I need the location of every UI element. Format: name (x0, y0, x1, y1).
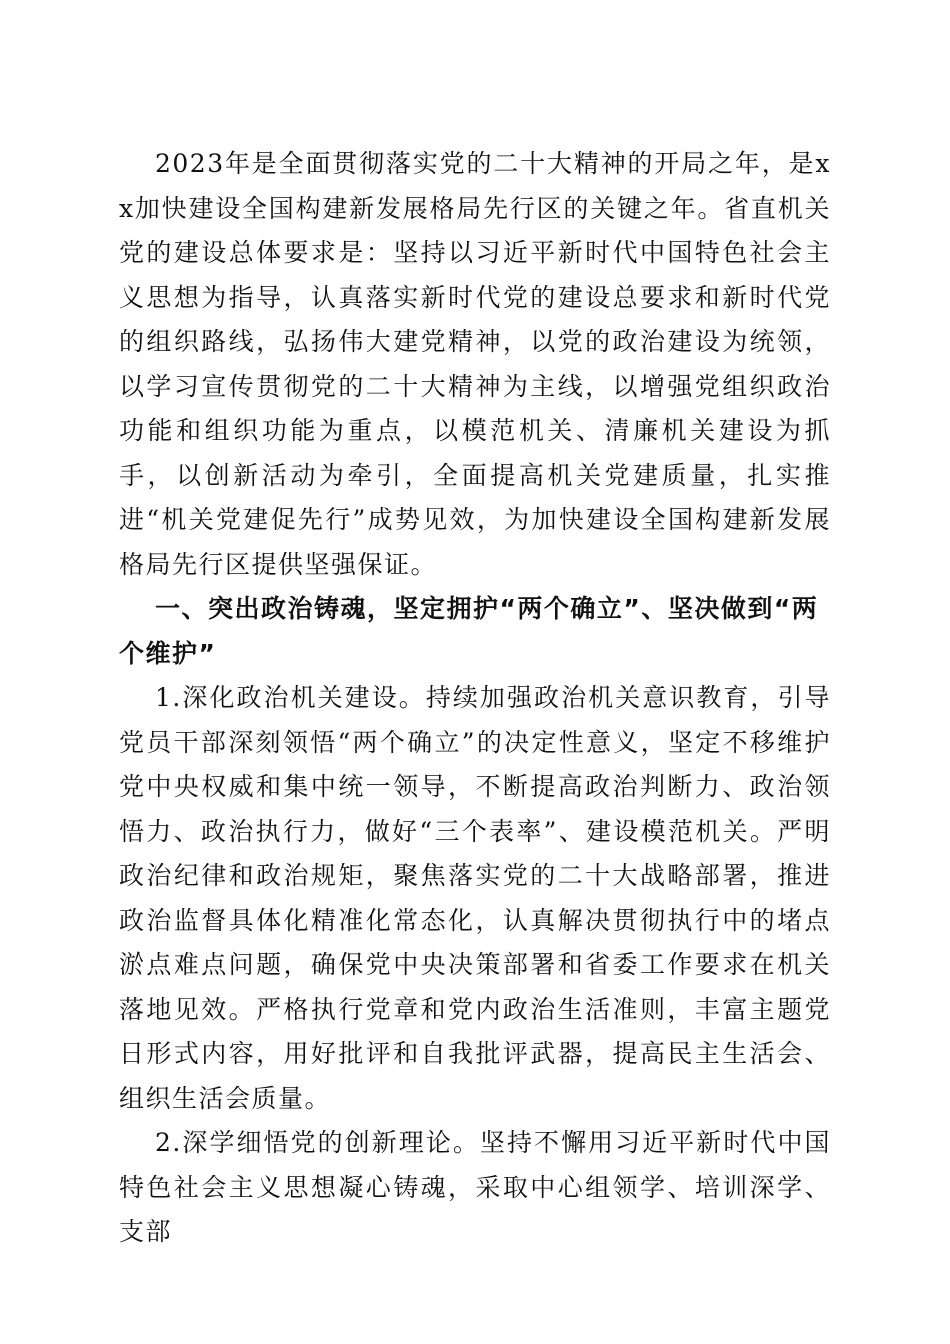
section-heading-1: 一、突出政治铸魂，坚定拥护“两个确立”、坚决做到“两个维护” (119, 594, 819, 668)
document-body (119, 142, 831, 1255)
item-paragraph-2: 2.深学细悟党的创新理论。坚持不懈用习近平新时代中国特色社会主义思想凝心铸魂，采取中心组领学、培训深学、支部 (119, 1128, 831, 1246)
intro-paragraph: 2023年是全面贯彻落实党的二十大精神的开局之年，是xx加快建设全国构建新发展格局先行区的关键之年。省直机关党的建设总体要求是：坚持以习近平新时代中国特色社会主义思想为指导，认真落实新时代党的建设总要求和新时代党的组织路线，弘扬伟大建党精神，以党的政治建设为统领，以学习宣传贯彻党的二十大精神为主线，以增强党组织政治功能和组织功能为重点，以模范机关、清廉机关建设为抓手，以创新活动为牵引，全面提高机关党建质量，扎实推进“机关党建促先行”成势见效，为加快建设全国构建新发展格局先行区提供坚强保证。 (119, 149, 831, 579)
item-paragraph-1: 1.深化政治机关建设。持续加强政治机关意识教育，引导党员干部深刻领悟“两个确立”的决定性意义，坚定不移维护党中央权威和集中统一领导，不断提高政治判断力、政治领悟力、政治执行力，做好“三个表率”、建设模范机关。严明政治纪律和政治规矩，聚焦落实党的二十大战略部署，推进政治监督具体化精准化常态化，认真解决贯彻执行中的堵点淤点难点问题，确保党中央决策部署和省委工作要求在机关落地见效。严格执行党章和党内政治生活准则，丰富主题党日形式内容，用好批评和自我批评武器，提高民主生活会、组织生活会质量。 (119, 683, 831, 1113)
